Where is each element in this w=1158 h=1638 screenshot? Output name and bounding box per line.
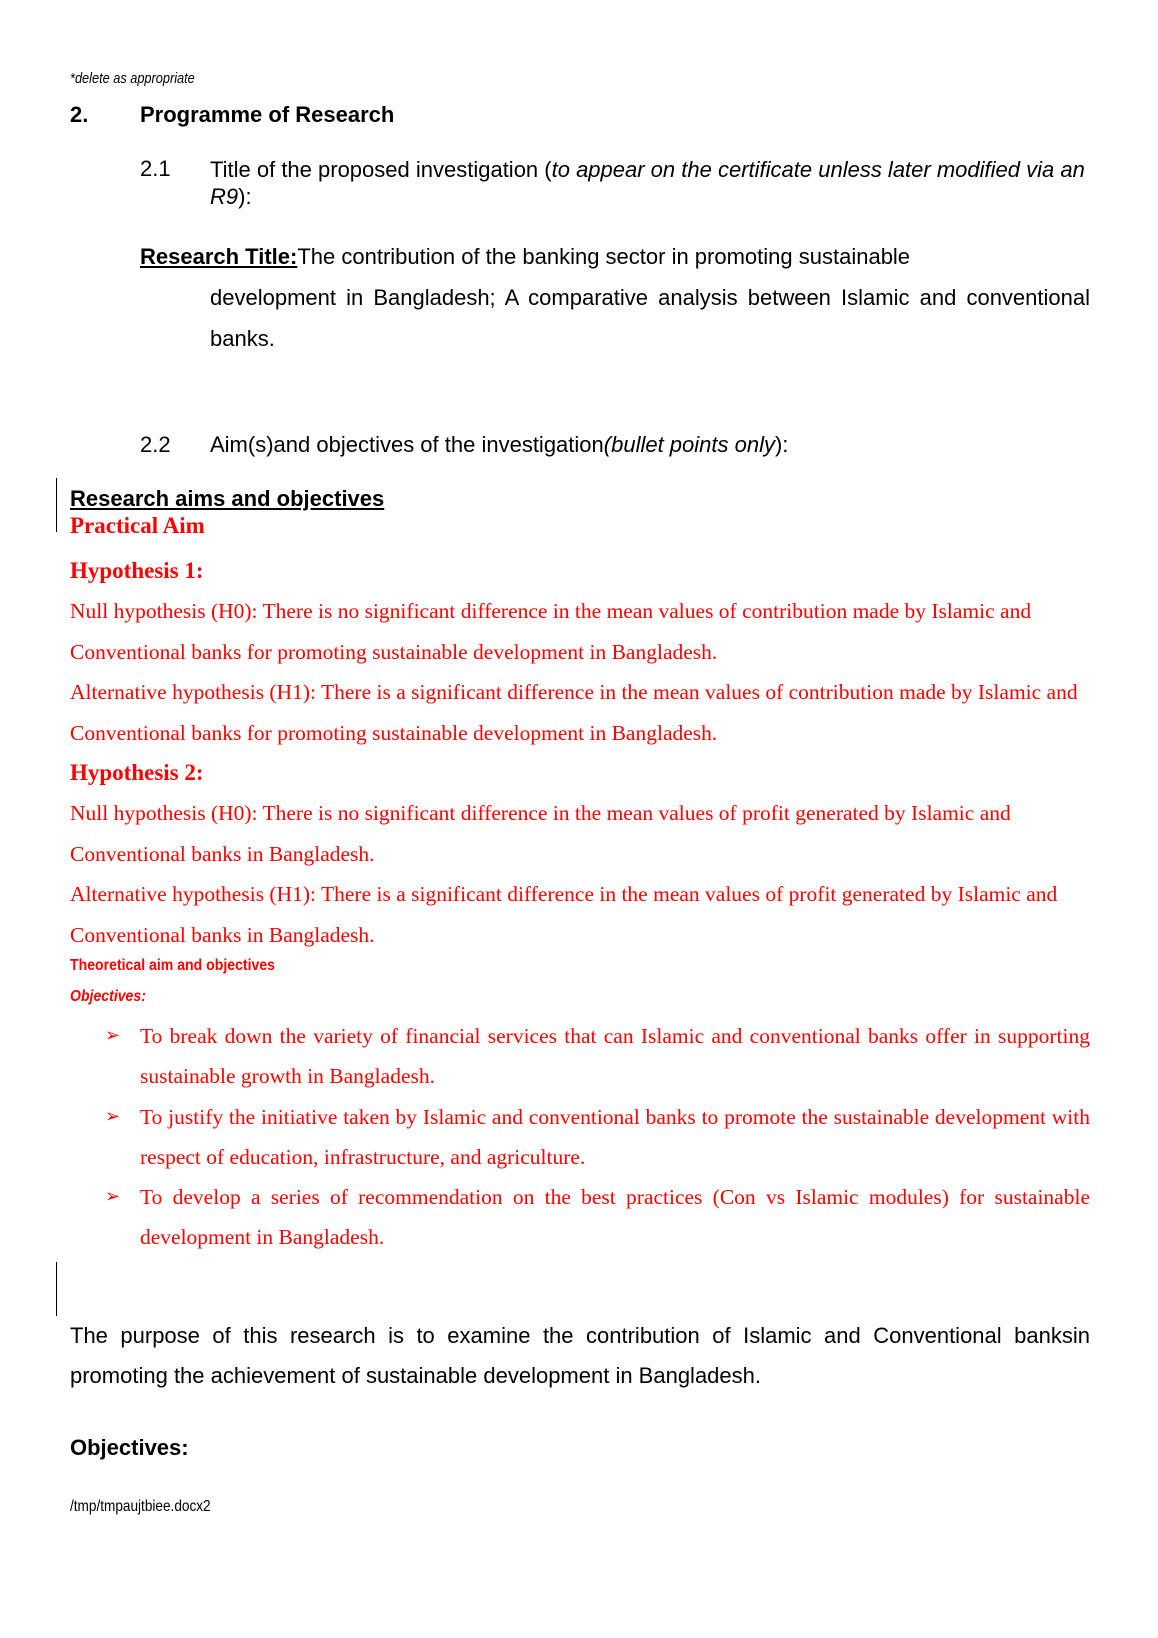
research-title bbox=[140, 236, 1090, 359]
research-title-continuation: development in Bangladesh; A comparative analysis between Islamic and conventional banks. bbox=[210, 285, 1090, 351]
list-item bbox=[100, 1097, 1090, 1178]
section-title: Programme of Research bbox=[140, 102, 395, 127]
item-2-1-number: 2.1 bbox=[140, 156, 171, 181]
hypotheses-block bbox=[70, 551, 1100, 955]
item-2-2-plain: Aim(s)and objectives of the investigation bbox=[210, 432, 604, 457]
arrow-bullet-icon: ➢ bbox=[105, 1025, 121, 1046]
item-2-1-end: ): bbox=[238, 184, 252, 209]
section-number: 2. bbox=[70, 102, 89, 127]
change-bar bbox=[56, 1262, 57, 1316]
hypothesis-2-label: Hypothesis 2: bbox=[70, 760, 204, 785]
list-item bbox=[100, 1016, 1090, 1097]
list-item bbox=[100, 1177, 1090, 1258]
item-2-1-plain: Title of the proposed investigation ( bbox=[210, 157, 552, 182]
item-2-2-end: ): bbox=[774, 432, 789, 457]
hypothesis-1-null: Null hypothesis (H0): There is no significant difference in the mean values of contribution made by Islamic and Conventional banks for promoting sustainable development in Bangladesh. bbox=[70, 599, 1032, 664]
practical-aim-heading: Practical Aim bbox=[70, 513, 205, 538]
bullet-text: To break down the variety of financial services that can Islamic and conventional banks offer in supporting sustainable growth in Bangladesh. bbox=[140, 1024, 1090, 1089]
delete-note: *delete as appropriate bbox=[70, 70, 195, 87]
arrow-bullet-icon: ➢ bbox=[105, 1186, 121, 1208]
footer-path: /tmp/tmpaujtbiee.docx2 bbox=[70, 1498, 211, 1515]
item-2-2-italic: (bullet points only bbox=[603, 432, 775, 457]
aims-heading: Research aims and objectives bbox=[70, 486, 385, 511]
bullet-text: To develop a series of recommendation on the best practices (Con vs Islamic modules) for sustainable development in Bangladesh. bbox=[140, 1185, 1090, 1250]
objectives-list bbox=[100, 1016, 1090, 1258]
change-bar bbox=[56, 478, 57, 532]
research-title-first-line: The contribution of the banking sector in promoting sustainable bbox=[297, 244, 911, 269]
hypothesis-1-label: Hypothesis 1: bbox=[70, 558, 204, 583]
objectives-heading: Objectives: bbox=[70, 1435, 189, 1460]
item-2-1-italic: to appear on the certificate unless later modified via an R9 bbox=[210, 157, 1085, 209]
hypothesis-1-alternative: Alternative hypothesis (H1): There is a significant difference in the mean values of contribution made by Islamic and Conventional banks for promoting sustainable development in Bangladesh. bbox=[70, 680, 1078, 745]
item-2-1-text bbox=[210, 156, 1090, 210]
research-title-label: Research Title: bbox=[140, 244, 298, 269]
theoretical-aim-heading: Theoretical aim and objectives bbox=[70, 957, 276, 974]
item-2-2-text bbox=[210, 432, 788, 458]
hypothesis-2-null: Null hypothesis (H0): There is no significant difference in the mean values of profit generated by Islamic and Conventional banks in Bangladesh. bbox=[70, 801, 1011, 866]
item-2-2-number: 2.2 bbox=[140, 432, 171, 457]
arrow-bullet-icon: ➢ bbox=[105, 1105, 121, 1127]
hypothesis-2-alternative: Alternative hypothesis (H1): There is a significant difference in the mean values of profit generated by Islamic and Conventional banks in Bangladesh. bbox=[70, 882, 1058, 947]
purpose-paragraph: The purpose of this research is to examine the contribution of Islamic and Conventional banksin promoting the achievement of sustainable development in Bangladesh. bbox=[70, 1323, 1090, 1388]
bullet-text: To justify the initiative taken by Islamic and conventional banks to promote the sustainable development with respect of education, infrastructure, and agriculture. bbox=[140, 1104, 1090, 1169]
objectives-label: Objectives: bbox=[70, 988, 146, 1005]
